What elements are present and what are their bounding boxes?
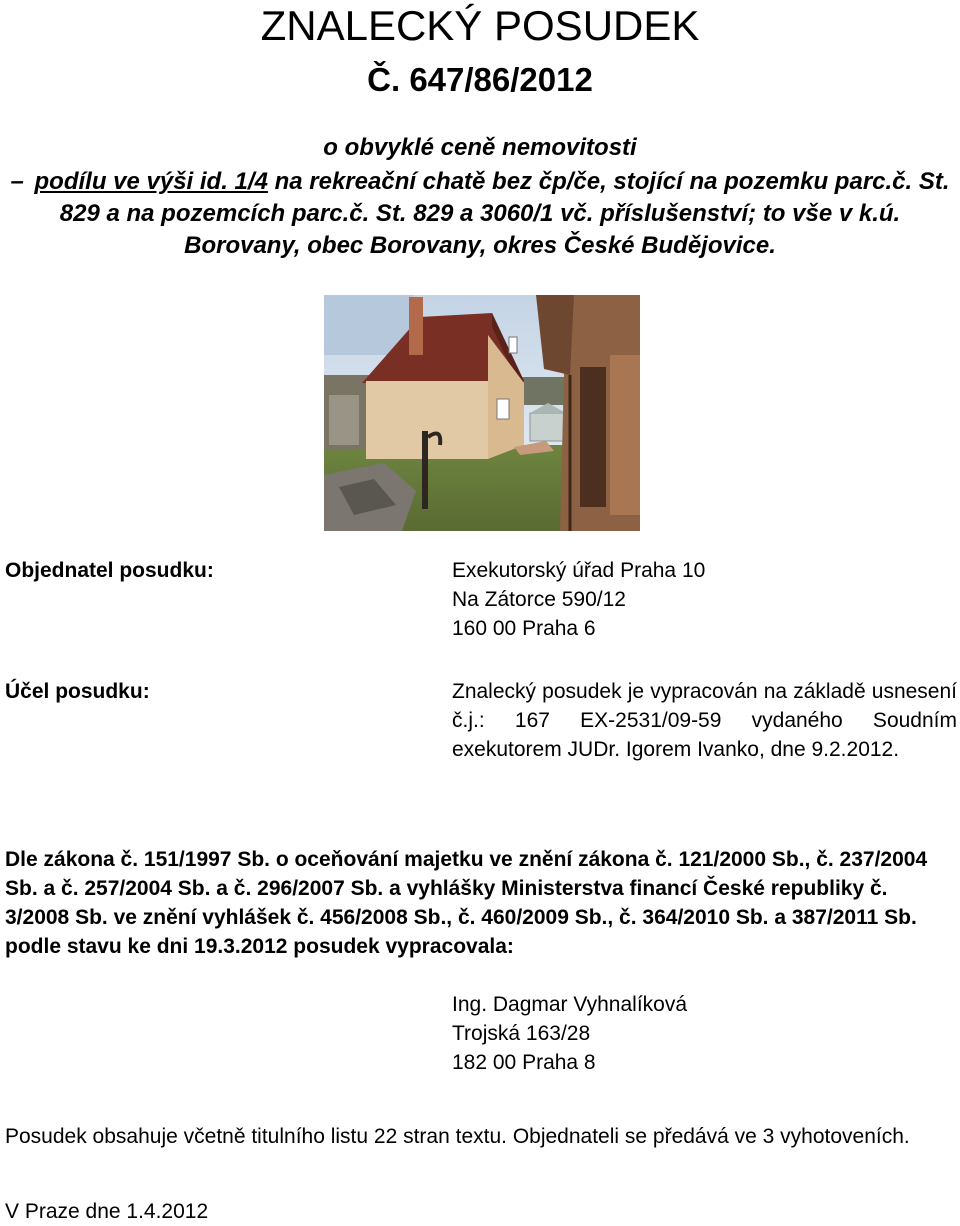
document-subtitle: o obvyklé ceně nemovitosti [323,134,637,161]
expert-street: Trojská 163/28 [452,1022,591,1045]
orderer-street: Na Zátorce 590/12 [452,588,626,611]
subject-dash: – [10,168,24,195]
house-photo-icon [324,295,640,531]
place-date: V Praze dne 1.4.2012 [5,1200,209,1223]
copies-note: Posudek obsahuje včetně titulního listu 22 stran textu. Objednateli se předává ve 3 vyhotoveních. [5,1125,910,1148]
orderer-city: 160 00 Praha 6 [452,617,596,640]
legal-basis: Dle zákona č. 151/1997 Sb. o oceňování majetku ve znění zákona č. 121/2000 Sb., č. 237/2004 Sb. a č. 257/2004 Sb. a č. 296/2007 Sb. a vyhlášky Ministerstva financí České republiky č. 3/2008 Sb. ve znění vyhlášek č. 456/2008 Sb., č. 460/2009 Sb., č. 364/2010 Sb. a 387/2011 Sb. podle stavu ke dni 19.3.2012 posudek vypracovala: [5,848,928,958]
orderer-name: Exekutorský úřad Praha 10 [452,559,706,582]
document-title: ZNALECKÝ POSUDEK [260,2,700,49]
valuation-subject [0,166,960,262]
purpose-text: Znalecký posudek je vypracován na základě usnesení č.j.: 167 EX-2531/09-59 vydaného Soudním exekutorem JUDr. Igorem Ivanko, dne 9.2.2012. [452,680,957,761]
subject-description: na rekreační chatě bez čp/če, stojící na pozemku parc.č. St. 829 a na pozemcích parc.č. St. 829 a 3060/1 vč. příslušenství; to vše v k.ú. Borovany, obec Borovany, okres České Budějovice. [59,168,950,259]
house-photo [324,295,640,531]
expert-name: Ing. Dagmar Vyhnalíková [452,993,688,1016]
orderer-address [452,556,952,643]
subject-share: podílu ve výši id. 1/4 [34,168,268,195]
orderer-label: Objednatel posudku: [5,559,214,582]
document-number: Č. 647/86/2012 [367,61,593,98]
expert-city: 182 00 Praha 8 [452,1051,596,1074]
expert-block [452,990,687,1077]
purpose-label: Účel posudku: [5,680,150,703]
